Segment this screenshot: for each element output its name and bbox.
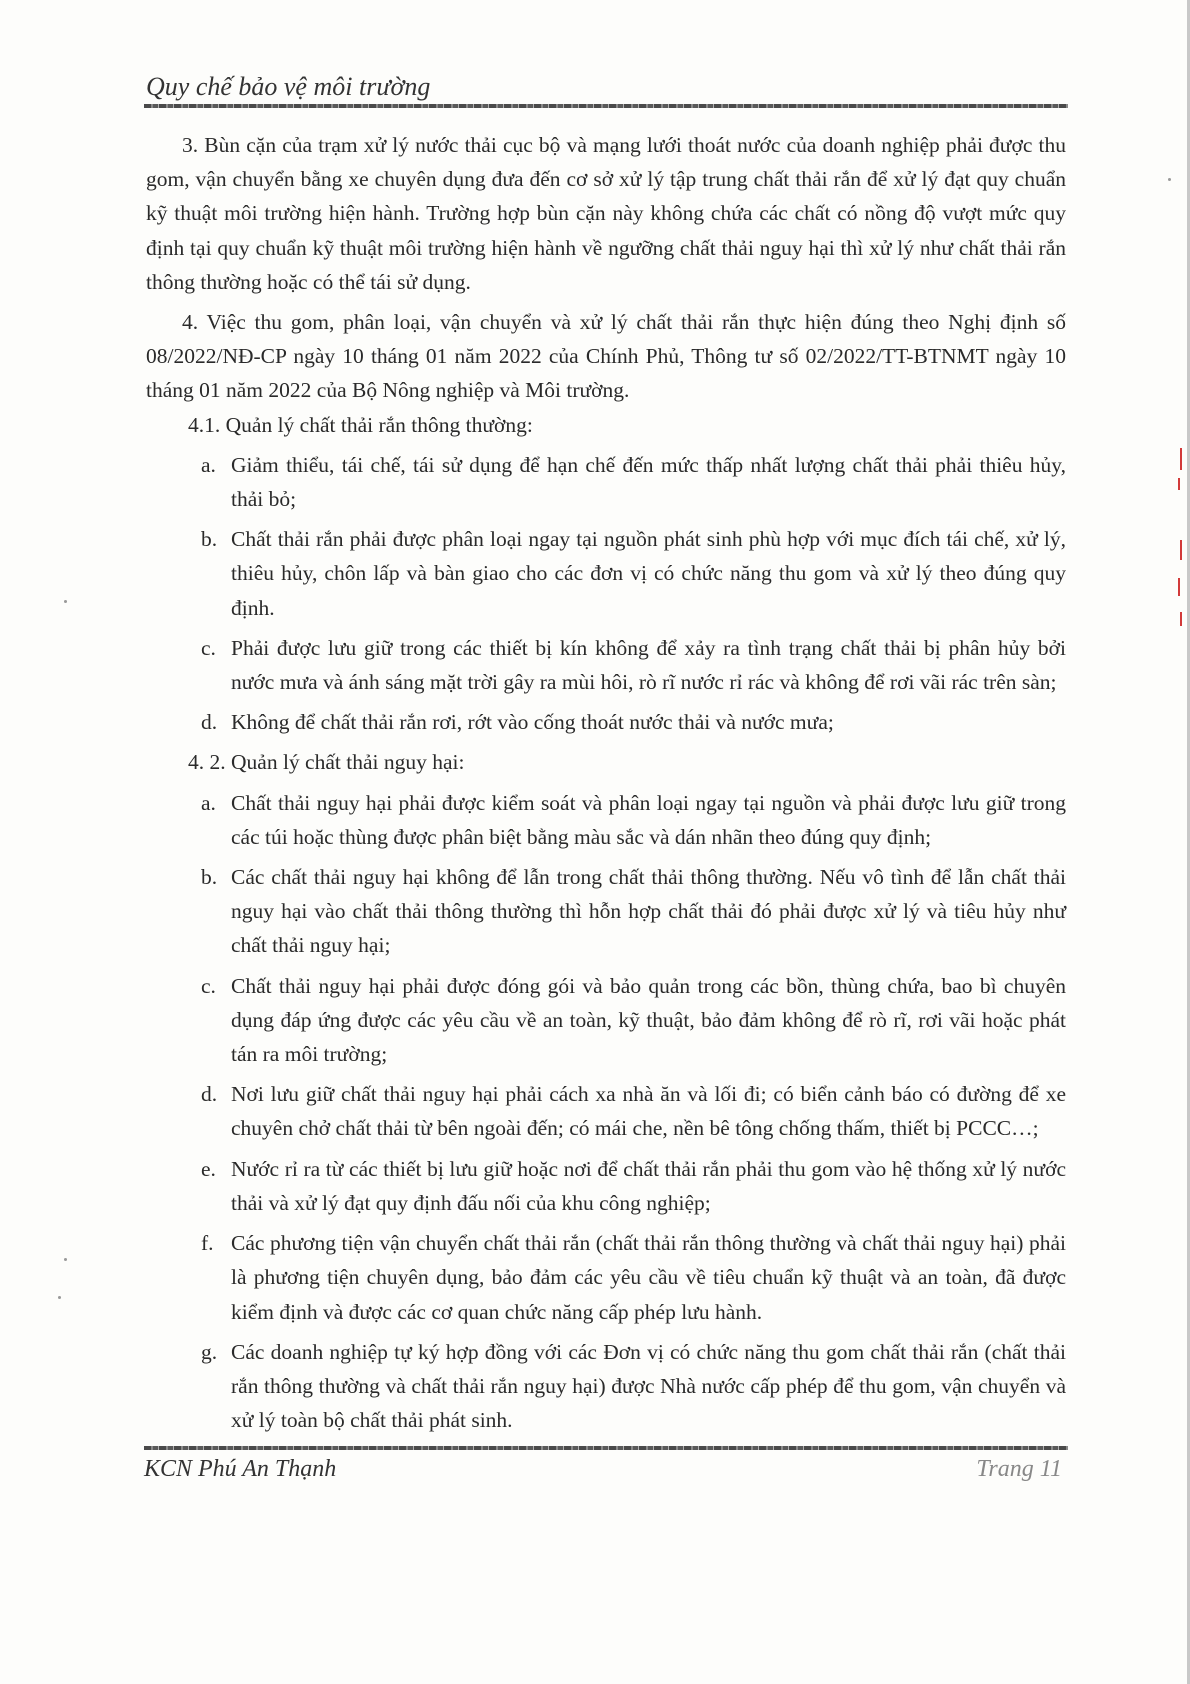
red-margin-mark [1180,448,1182,470]
body-text [146,128,1066,1437]
list-item-text: Nơi lưu giữ chất thải nguy hại phải cách xa nhà ăn và lối đi; có biển cảnh báo có đường để xe chuyên chở chất thải từ bên ngoài đến; có mái che, nền bê tông chống thấm, thiết bị PCCC…; [231,1082,1066,1141]
section-4-1-heading: 4.1. Quản lý chất thải rắn thông thường: [188,412,533,437]
list-item-text: Giảm thiểu, tái chế, tái sử dụng để hạn chế đến mức thấp nhất lượng chất thải phải thiêu hủy, thải bỏ; [231,452,1066,512]
list-item-label: c. [201,973,216,998]
list-item-label: d. [201,1082,218,1107]
list-item-text: Chất thải nguy hại phải được kiểm soát và phân loại ngay tại nguồn và phải được lưu giữ trong các túi hoặc thùng được phân biệt bằng màu sắc và dán nhãn theo đúng quy định; [231,790,1066,849]
paragraph-4: 4. Việc thu gom, phân loại, vận chuyển và xử lý chất thải rắn thực hiện đúng theo Nghị định số 08/2022/NĐ-CP ngày 10 tháng 01 năm 2022 của Chính Phủ, Thông tư số 02/2022/TT-BTNMT ngày 10 tháng 01 năm 2022 của Bộ Nông nghiệp và Môi trường. [146,310,1066,403]
list-item-label: d. [201,710,218,735]
list-item [146,860,1066,963]
list-item-label: a. [201,790,216,815]
list-item [146,522,1066,625]
list-item-label: e. [201,1156,216,1181]
red-margin-mark [1180,540,1182,560]
list-item [146,969,1066,1072]
list-item-text: Các chất thải nguy hại không để lẫn trong chất thải thông thường. Nếu vô tình để lẫn chất thải nguy hại vào chất thải thông thường thì hỗn hợp chất thải đó phải được xử lý và tiêu hủy như chất thải nguy hại; [231,865,1066,958]
scan-speck [64,1258,67,1261]
list-item [146,1152,1066,1220]
list-item-label: a. [201,452,216,477]
red-margin-mark [1180,612,1182,626]
list-item [146,1335,1066,1438]
list-item [146,786,1066,854]
list-item [146,705,1066,739]
list-item [146,1077,1066,1145]
paragraph-3: 3. Bùn cặn của trạm xử lý nước thải cục bộ và mạng lưới thoát nước của doanh nghiệp phải được thu gom, vận chuyển bằng xe chuyên dụng đưa đến cơ sở xử lý tập trung chất thải rắn để xử lý đạt quy chuẩn kỹ thuật môi trường hiện hành. Trường hợp bùn cặn này không chứa các chất có nồng độ vượt mức quy định tại quy chuẩn kỹ thuật môi trường hiện hành về ngưỡng chất thải nguy hại thì xử lý như chất thải rắn thông thường hoặc có thể tái sử dụng. [146,133,1066,294]
list-item-text: Phải được lưu giữ trong các thiết bị kín không để xảy ra tình trạng chất thải bị phân hủy bởi nước mưa và ánh sáng mặt trời gây ra mùi hôi, rò rĩ nước rỉ rác và không để rơi vãi rác trên sàn; [231,635,1066,695]
list-item-label: c. [201,635,216,660]
list-item-label: g. [201,1339,218,1364]
scan-speck [64,600,67,603]
footer-rule [144,1446,1068,1450]
red-margin-mark [1178,578,1180,596]
scan-speck [58,1296,61,1299]
scan-speck [1168,178,1171,181]
list-item-text: Chất thải nguy hại phải được đóng gói và bảo quản trong các bồn, thùng chứa, bao bì chuyên dụng đáp ứng được các yêu cầu về an toàn, kỹ thuật, bảo đảm không để rò rĩ, rơi vãi hoặc phát tán ra môi trường; [231,973,1066,1067]
footer-left: KCN Phú An Thạnh [144,1456,337,1482]
list-item-label: b. [201,527,218,552]
list-item [146,448,1066,516]
list-item [146,631,1066,699]
list-item [146,1226,1066,1329]
list-item-text: Không để chất thải rắn rơi, rớt vào cống thoát nước thải và nước mưa; [231,710,834,735]
list-item-text: Nước rỉ ra từ các thiết bị lưu giữ hoặc nơi để chất thải rắn phải thu gom vào hệ thống xử lý nước thải và xử lý đạt quy định đấu nối của khu công nghiệp; [231,1156,1066,1215]
red-margin-mark [1178,478,1180,490]
header-rule [144,104,1068,108]
list-item-text: Các phương tiện vận chuyển chất thải rắn (chất thải rắn thông thường và chất thải nguy hại) phải là phương tiện chuyên dụng, bảo đảm các yêu cầu về tiêu chuẩn kỹ thuật và an toàn, đã được kiểm định và được các cơ quan chức năng cấp phép lưu hành. [231,1231,1066,1324]
section-4-2-heading: 4. 2. Quản lý chất thải nguy hại: [188,750,465,775]
header-title: Quy chế bảo vệ môi trường [146,72,431,101]
page-number: Trang 11 [976,1456,1062,1482]
list-item-label: f. [201,1231,214,1256]
list-item-text: Chất thải rắn phải được phân loại ngay tại nguồn phát sinh phù hợp với mục đích tái chế, xử lý, thiêu hủy, chôn lấp và bàn giao cho các đơn vị có chức năng thu gom và xử lý theo đúng quy định. [231,527,1066,620]
list-item-text: Các doanh nghiệp tự ký hợp đồng với các Đơn vị có chức năng thu gom chất thải rắn (chất thải rắn thông thường và chất thải rắn nguy hại) được Nhà nước cấp phép để thu gom, vận chuyển và xử lý toàn bộ chất thải phát sinh. [231,1339,1066,1433]
list-item-label: b. [201,865,218,890]
